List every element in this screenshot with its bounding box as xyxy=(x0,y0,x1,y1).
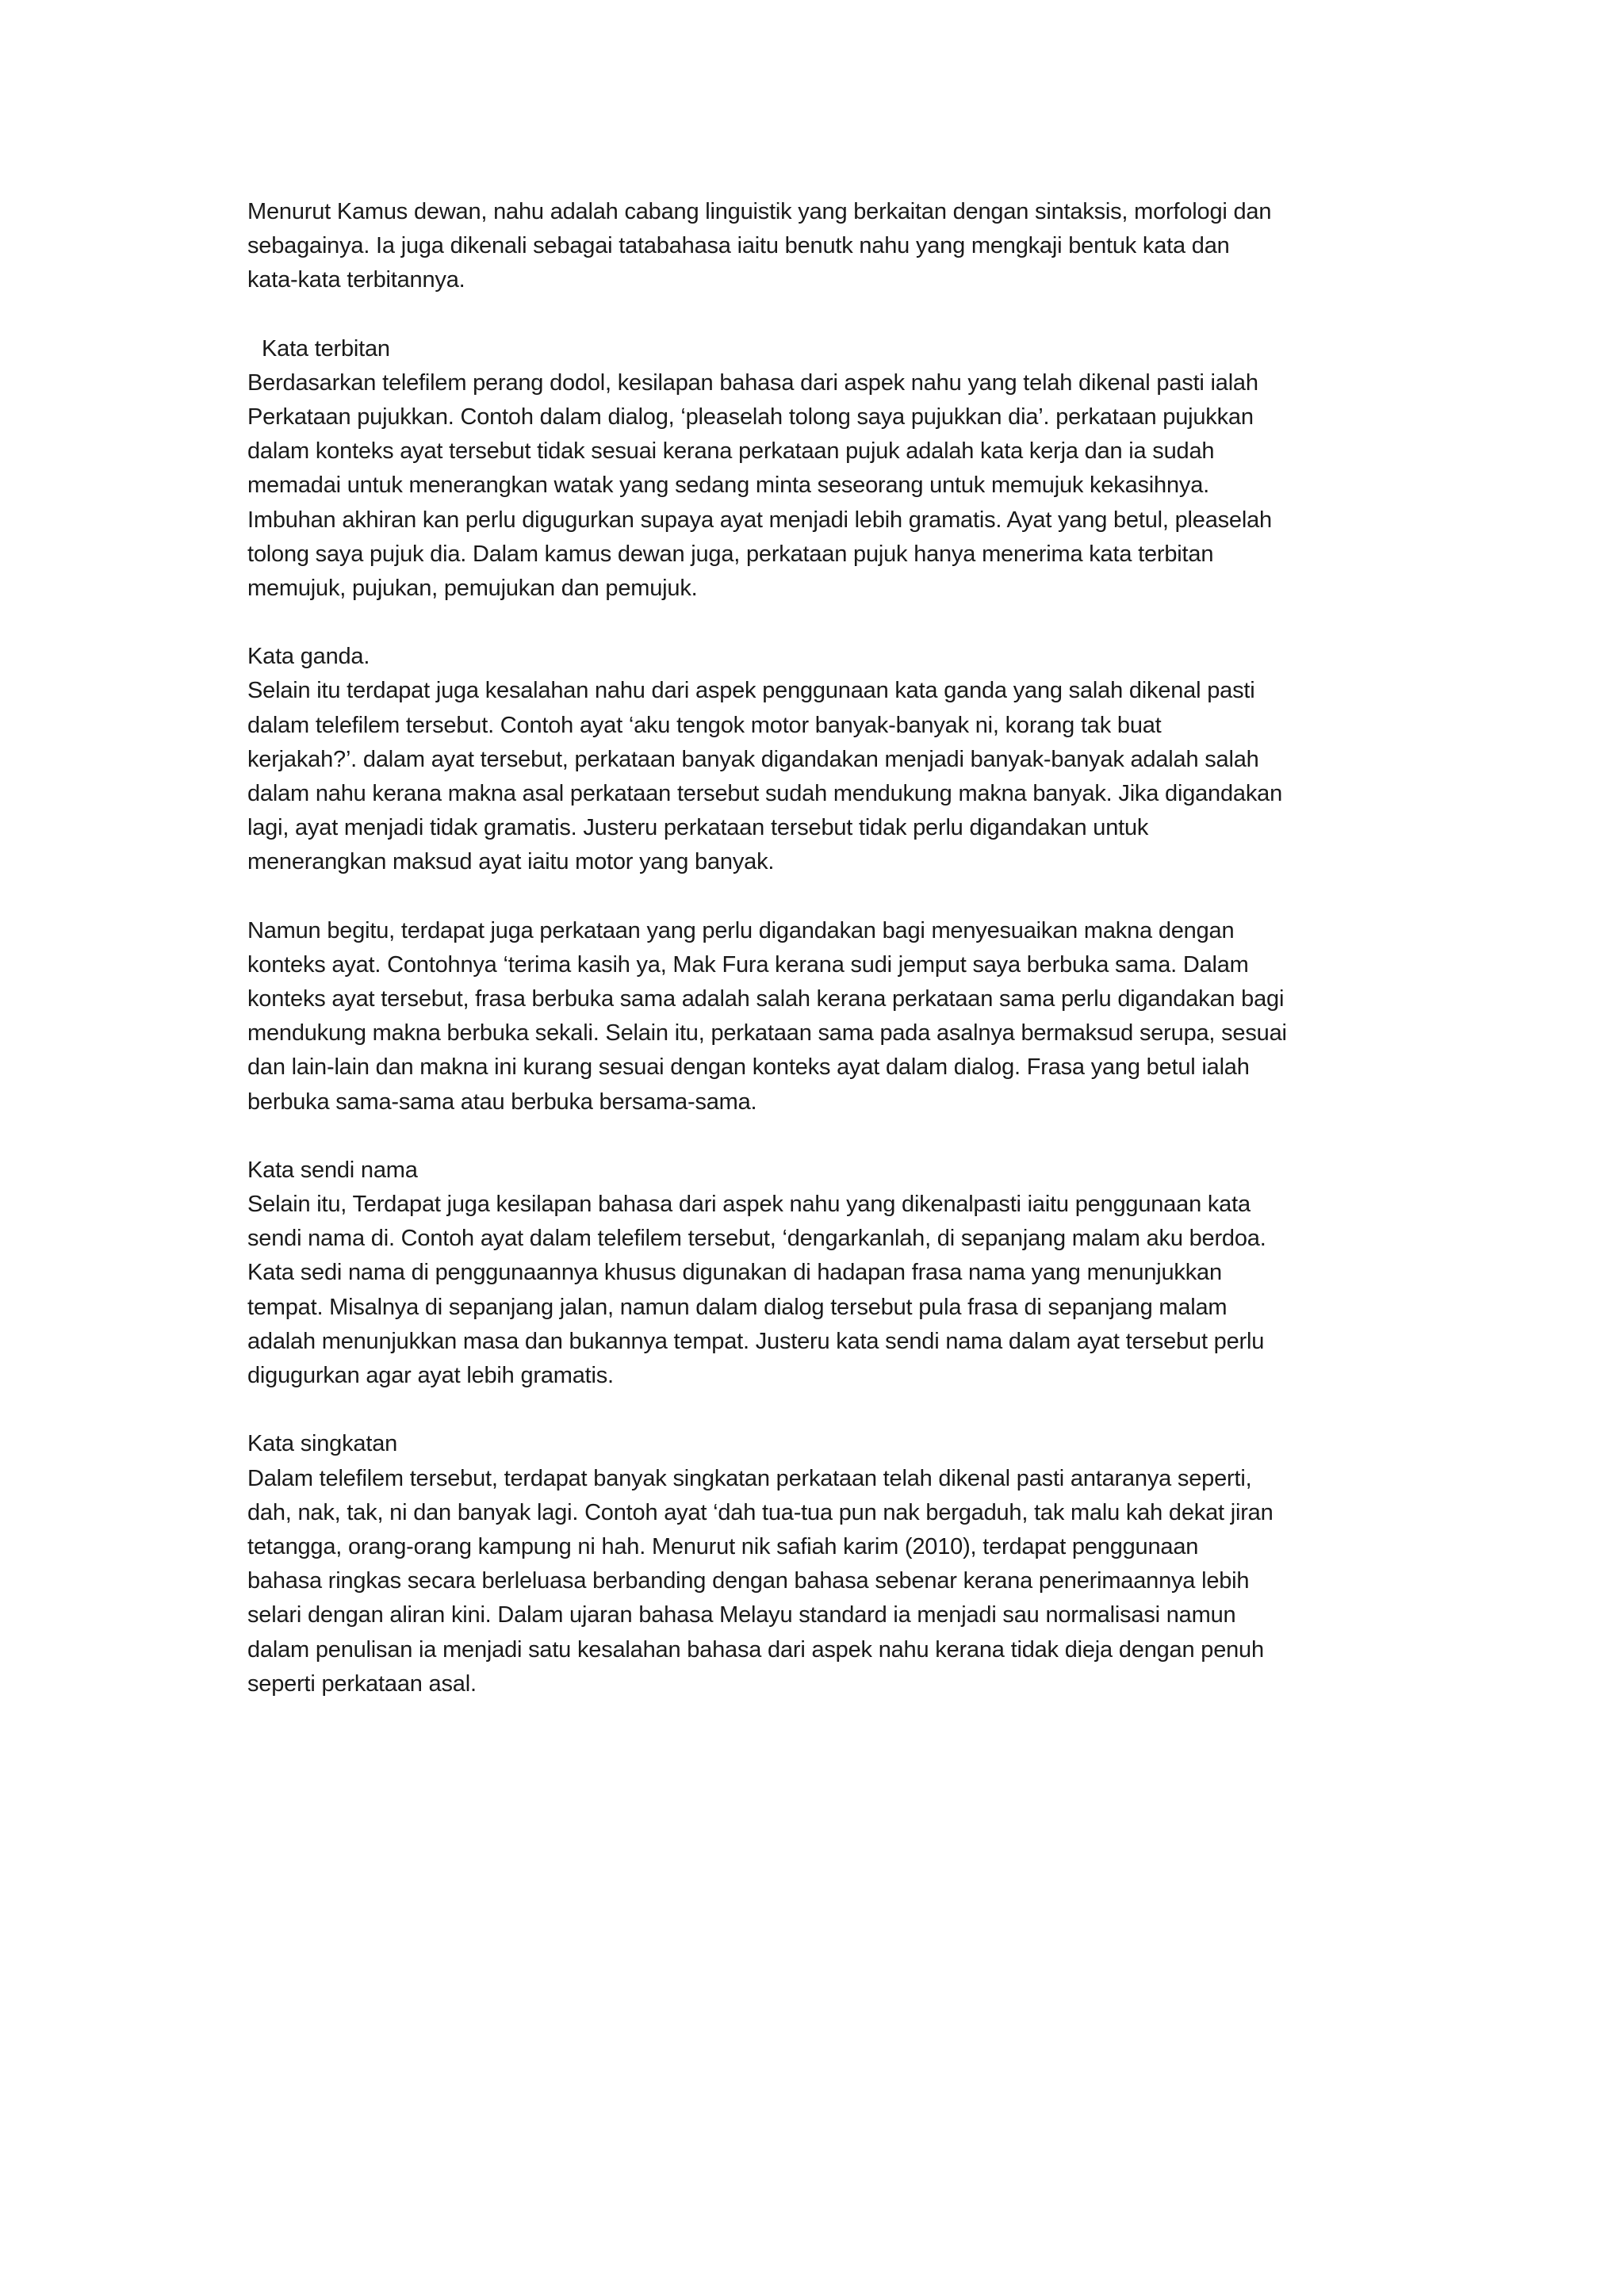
text-line: kata-kata terbitannya. xyxy=(247,267,465,293)
section-kata-terbitan xyxy=(247,332,1397,607)
section-kata-sendi-nama xyxy=(247,1154,1397,1393)
text-line: mendukung makna berbuka sekali. Selain itu, perkataan sama pada asalnya bermaksud serupa, sesuai xyxy=(247,1020,1287,1047)
text-line: Kata sedi nama di penggunaannya khusus digunakan di hadapan frasa nama yang menunjukkan xyxy=(247,1260,1222,1286)
text-line: menerangkan maksud ayat iaitu motor yang banyak. xyxy=(247,849,775,875)
text-line: Perkataan pujukkan. Contoh dalam dialog, ‘pleaselah tolong saya pujukkan dia’. perkataan pujukkan xyxy=(247,404,1254,430)
section-heading: Kata sendi nama xyxy=(247,1157,418,1183)
text-line: dan lain-lain dan makna ini kurang sesuai dengan konteks ayat dalam dialog. Frasa yang betul ialah xyxy=(247,1054,1250,1081)
text-line: kerjakah?’. dalam ayat tersebut, perkataan banyak digandakan menjadi banyak-banyak adalah salah xyxy=(247,746,1259,772)
text-line: Dalam telefilem tersebut, terdapat banyak singkatan perkataan telah dikenal pasti antaranya seperti, xyxy=(247,1465,1252,1491)
text-line: memadai untuk menerangkan watak yang sedang minta seseorang untuk memujuk kekasihnya. xyxy=(247,473,1209,499)
document-body xyxy=(247,195,1397,1735)
text-line: tolong saya pujuk dia. Dalam kamus dewan juga, perkataan pujuk hanya menerima kata terbitan xyxy=(247,541,1214,567)
text-line: konteks ayat tersebut, frasa berbuka sama adalah salah kerana perkataan sama perlu digandakan bagi xyxy=(247,986,1285,1012)
text-line: konteks ayat. Contohnya ‘terima kasih ya, Mak Fura kerana sudi jemput saya berbuka sama. Dalam xyxy=(247,951,1249,978)
intro-paragraph xyxy=(247,195,1397,298)
section-heading: Kata ganda. xyxy=(247,644,370,670)
text-line: adalah menunjukkan masa dan bukannya tempat. Justeru kata sendi nama dalam ayat tersebut perlu xyxy=(247,1328,1265,1354)
text-line: Namun begitu, terdapat juga perkataan yang perlu digandakan bagi menyesuaikan makna dengan xyxy=(247,917,1235,943)
text-line: sendi nama di. Contoh ayat dalam telefilem tersebut, ‘dengarkanlah, di sepanjang malam aku berdoa. xyxy=(247,1226,1266,1252)
text-line: Selain itu terdapat juga kesalahan nahu dari aspek penggunaan kata ganda yang salah dikenal pasti xyxy=(247,678,1255,704)
section-kata-singkatan xyxy=(247,1427,1397,1701)
text-line: dalam telefilem tersebut. Contoh ayat ‘aku tengok motor banyak-banyak ni, korang tak buat xyxy=(247,712,1162,738)
text-line: selari dengan aliran kini. Dalam ujaran bahasa Melayu standard ia menjadi sau normalisasi namun xyxy=(247,1602,1236,1628)
text-line: bahasa ringkas secara berleluasa berbanding dengan bahasa sebenar kerana penerimaannya lebih xyxy=(247,1568,1250,1594)
text-line: lagi, ayat menjadi tidak gramatis. Justeru perkataan tersebut tidak perlu digandakan untuk xyxy=(247,815,1149,841)
text-line: berbuka sama-sama atau berbuka bersama-sama. xyxy=(247,1089,757,1115)
text-line: sebagainya. Ia juga dikenali sebagai tatabahasa iaitu benutk nahu yang mengkaji bentuk kata dan xyxy=(247,233,1230,259)
text-line: Selain itu, Terdapat juga kesilapan bahasa dari aspek nahu yang dikenalpasti iaitu penggunaan kata xyxy=(247,1192,1251,1218)
section-heading: Kata terbitan xyxy=(262,335,390,362)
text-line: digugurkan agar ayat lebih gramatis. xyxy=(247,1363,614,1389)
text-line: dalam konteks ayat tersebut tidak sesuai kerana perkataan pujuk adalah kata kerja dan ia sudah xyxy=(247,438,1215,465)
section-kata-ganda xyxy=(247,640,1397,879)
text-line: dalam nahu kerana makna asal perkataan tersebut sudah mendukung makna banyak. Jika digandakan xyxy=(247,781,1282,807)
text-line: tempat. Misalnya di sepanjang jalan, namun dalam dialog tersebut pula frasa di sepanjang malam xyxy=(247,1294,1228,1320)
text-line: Berdasarkan telefilem perang dodol, kesilapan bahasa dari aspek nahu yang telah dikenal pasti ialah xyxy=(247,369,1258,396)
text-line: Menurut Kamus dewan, nahu adalah cabang linguistik yang berkaitan dengan sintaksis, morfologi dan xyxy=(247,199,1272,224)
text-line: dah, nak, tak, ni dan banyak lagi. Contoh ayat ‘dah tua-tua pun nak bergaduh, tak malu kah dekat jiran xyxy=(247,1499,1274,1525)
text-line: dalam penulisan ia menjadi satu kesalahan bahasa dari aspek nahu kerana tidak dieja dengan penuh xyxy=(247,1636,1264,1663)
text-line: seperti perkataan asal. xyxy=(247,1670,477,1697)
paragraph-namun-begitu xyxy=(247,914,1397,1119)
text-line: tetangga, orang-orang kampung ni hah. Menurut nik safiah karim (2010), terdapat penggunaan xyxy=(247,1533,1199,1559)
text-line: memujuk, pujukan, pemujukan dan pemujuk. xyxy=(247,576,698,602)
text-line: Imbuhan akhiran kan perlu digugurkan supaya ayat menjadi lebih gramatis. Ayat yang betul, pleaselah xyxy=(247,507,1272,533)
section-heading: Kata singkatan xyxy=(247,1431,398,1457)
